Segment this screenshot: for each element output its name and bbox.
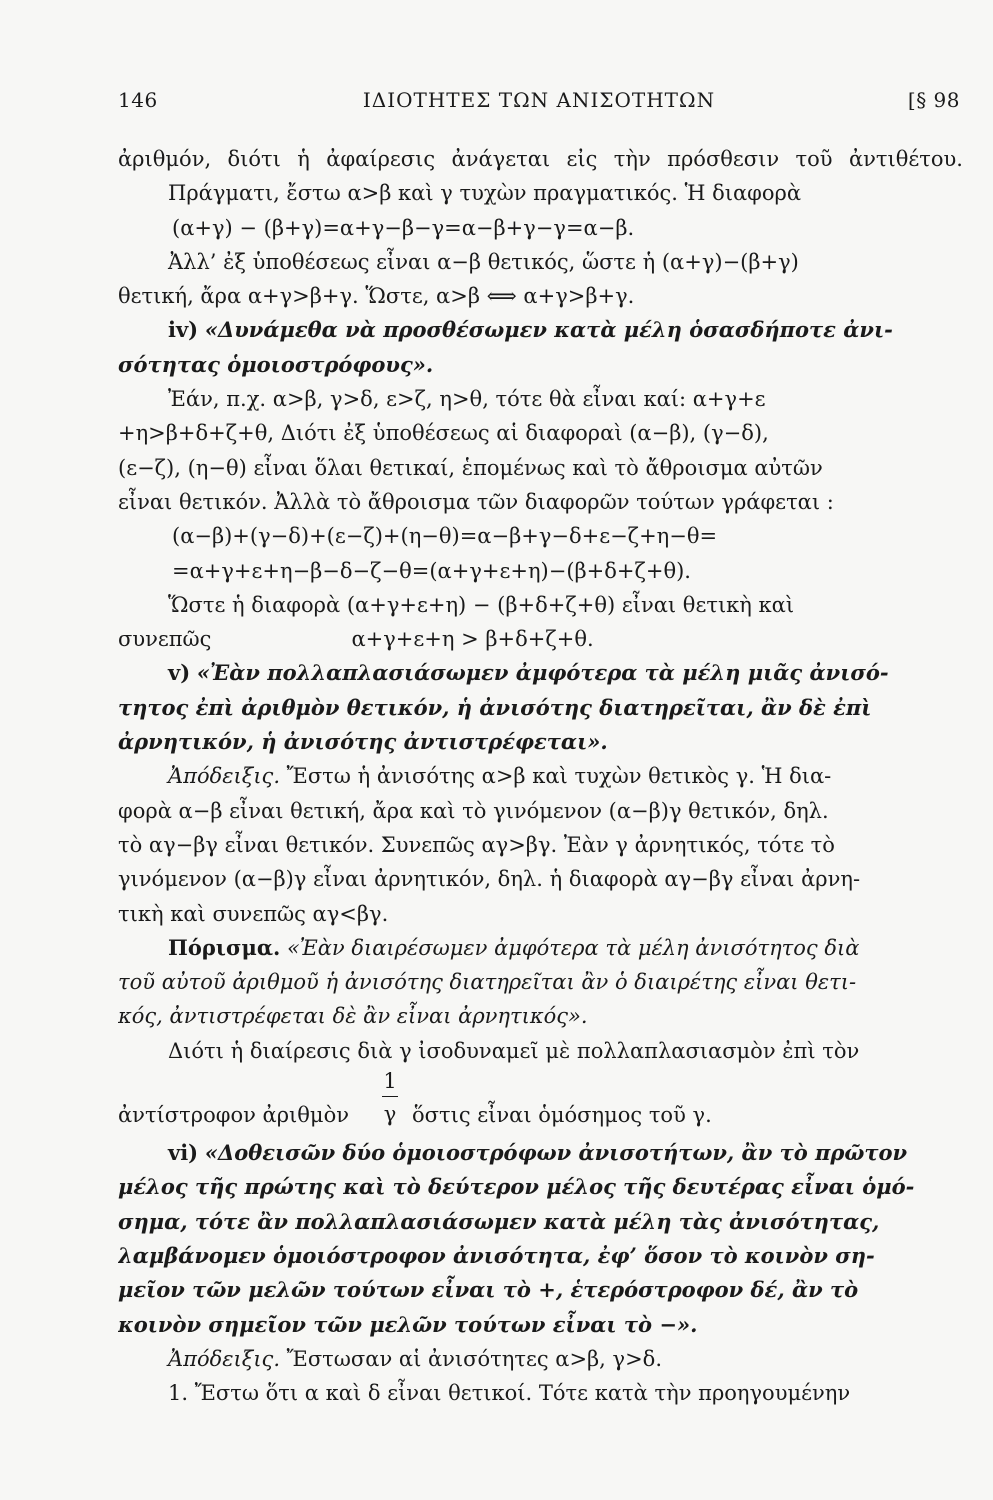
property-statement: σημα, τότε ἂν πολλαπλασιάσωμεν κατὰ μέλη τὰς ἀνισότητας, — [118, 1208, 880, 1234]
text-line: Ὥστε ἡ διαφορὰ (α+γ+ε+η) − (β+δ+ζ+θ) εἶναι θετικὴ καὶ — [168, 592, 795, 617]
property-label: v) — [168, 660, 191, 686]
proof-label: Ἀπόδειξις. — [168, 1346, 280, 1371]
property-label: iv) — [168, 317, 199, 343]
text-fragment: ἀντίστροφον ἀριθμὸν — [118, 1103, 349, 1128]
equation-line: =α+γ+ε+η−β−δ−ζ−θ=(α+γ+ε+η)−(β+δ+ζ+θ). — [172, 558, 691, 583]
text-line: 1. Ἔστω ὅτι α καὶ δ εἶναι θετικοί. Τότε κατὰ τὴν προηγουμένην — [168, 1381, 851, 1406]
property-label: vi) — [168, 1140, 199, 1166]
property-statement: «Δοθεισῶν δύο ὁμοιοστρόφων ἀνισοτήτων, ἂν τὸ πρῶτον — [204, 1140, 908, 1166]
text-fragment: Ἔστωσαν αἱ ἀνισότητες α>β, γ>δ. — [280, 1346, 662, 1371]
text-fragment: Ἔστω ἡ ἀνισότης α>β καὶ τυχὼν θετικὸς γ. Ἡ δια- — [280, 764, 832, 789]
proof-line — [118, 759, 963, 793]
corollary-statement: τοῦ αὐτοῦ ἀριθμοῦ ἡ ἀνισότης διατηρεῖται ἂν ὁ διαιρέτης εἶναι θετι- — [118, 970, 857, 995]
corollary-label: Πόρισμα. — [168, 934, 281, 960]
property-statement: μεῖον τῶν μελῶν τούτων εἶναι τὸ +, ἑτερόστροφον δέ, ἂν τὸ — [118, 1277, 859, 1303]
text-line: +η>β+δ+ζ+θ, Διότι ἐξ ὑποθέσεως αἱ διαφοραὶ (α−β), (γ−δ), — [118, 421, 769, 446]
property-vi — [118, 1136, 963, 1170]
text-line: ἀριθμόν, διότι ἡ ἀφαίρεσις ἀνάγεται εἰς τὴν πρόσθεσιν τοῦ ἀντιθέτου. — [118, 147, 963, 171]
property-iv — [118, 313, 963, 347]
proof-label: Ἀπόδειξις. — [168, 764, 280, 789]
fraction-denominator: γ — [383, 1102, 397, 1127]
property-statement: τητος ἐπὶ ἀριθμὸν θετικόν, ἡ ἀνισότης διατηρεῖται, ἂν δὲ ἐπὶ — [118, 694, 872, 720]
corollary-line — [118, 931, 963, 965]
text-line: Ἐάν, π.χ. α>β, γ>δ, ε>ζ, η>θ, τότε θὰ εἶναι καί: α+γ+ε — [168, 387, 766, 412]
text-line: Ἀλλ’ ἐξ ὑποθέσεως εἶναι α−β θετικός, ὥστε ἡ (α+γ)−(β+γ) — [168, 249, 799, 274]
fraction-numerator: 1 — [382, 1068, 398, 1097]
corollary-statement: κός, ἀντιστρέφεται δὲ ἂν εἶναι ἀρνητικός». — [118, 1004, 588, 1029]
property-statement: «Ἐὰν πολλαπλασιάσωμεν ἀμφότερα τὰ μέλη μιᾶς ἀνισό- — [196, 660, 889, 686]
property-statement: «Δυνάμεθα νὰ προσθέσωμεν κατὰ μέλη ὁσασδήποτε ἀνι- — [204, 317, 893, 343]
text-line: Πράγματι, ἔστω α>β καὶ γ τυχὼν πραγματικός. Ἡ διαφορὰ — [168, 181, 802, 206]
text-line: φορὰ α−β εἶναι θετική, ἄρα καὶ τὸ γινόμενον (α−β)γ θετικόν, δηλ. — [118, 798, 829, 823]
property-statement: ἀρνητικόν, ἡ ἀνισότης ἀντιστρέφεται». — [118, 729, 608, 755]
page-header — [118, 88, 960, 118]
property-statement: σότητας ὁμοιοστρόφους». — [118, 351, 434, 377]
fraction-line — [118, 1068, 963, 1136]
property-statement: λαμβάνομεν ὁμοιόστροφον ἀνισότητα, ἐφ’ ὅσον τὸ κοινὸν ση- — [118, 1242, 875, 1268]
text-line: τικὴ καὶ συνεπῶς αγ<βγ. — [118, 901, 389, 926]
equation-fragment: α+γ+ε+η > β+δ+ζ+θ. — [351, 627, 594, 652]
equation-line: (α+γ) − (β+γ)=α+γ−β−γ=α−β+γ−γ=α−β. — [172, 215, 635, 240]
corollary-statement: «Ἐὰν διαιρέσωμεν ἀμφότερα τὰ μέλη ἀνισότητος διὰ — [280, 935, 860, 960]
text-fragment: συνεπῶς — [118, 627, 212, 652]
proof-line — [118, 1342, 963, 1376]
page-body — [118, 142, 963, 1410]
fraction — [382, 1068, 398, 1127]
property-statement: κοινὸν σημεῖον τῶν μελῶν τούτων εἶναι τὸ −». — [118, 1311, 698, 1337]
text-line: (ε−ζ), (η−θ) εἶναι ὅλαι θετικαί, ἑπομένως καὶ τὸ ἄθροισμα αὐτῶν — [118, 455, 823, 480]
text-line: Διότι ἡ διαίρεσις διὰ γ ἰσοδυναμεῖ μὲ πολλαπλασιασμὸν ἐπὶ τὸν — [168, 1038, 860, 1063]
text-fragment: ὅστις εἶναι ὁμόσημος τοῦ γ. — [412, 1103, 712, 1128]
text-line: θετική, ἄρα α+γ>β+γ. Ὥστε, α>β ⟺ α+γ>β+γ. — [118, 284, 635, 309]
page-number: 146 — [118, 88, 158, 112]
equation-line: (α−β)+(γ−δ)+(ε−ζ)+(η−θ)=α−β+γ−δ+ε−ζ+η−θ= — [172, 524, 718, 549]
property-v — [118, 656, 963, 690]
text-line: εἶναι θετικόν. Ἀλλὰ τὸ ἄθροισμα τῶν διαφορῶν τούτων γράφεται : — [118, 489, 834, 514]
text-line: γινόμενον (α−β)γ εἶναι ἀρνητικόν, δηλ. ἡ διαφορὰ αγ−βγ εἶναι ἀρνη- — [118, 867, 861, 892]
text-line: τὸ αγ−βγ εἶναι θετικόν. Συνεπῶς αγ>βγ. Ἐὰν γ ἀρνητικός, τότε τὸ — [118, 832, 835, 857]
running-title: ΙΔΙΟΤΗΤΕΣ ΤΩΝ ΑΝΙΣΟΤΗΤΩΝ — [362, 88, 716, 112]
property-statement: μέλος τῆς πρώτης καὶ τὸ δεύτερον μέλος τῆς δευτέρας εἶναι ὁμό- — [118, 1174, 915, 1200]
text-line — [118, 622, 963, 656]
section-marker: [§ 98 — [907, 88, 960, 112]
